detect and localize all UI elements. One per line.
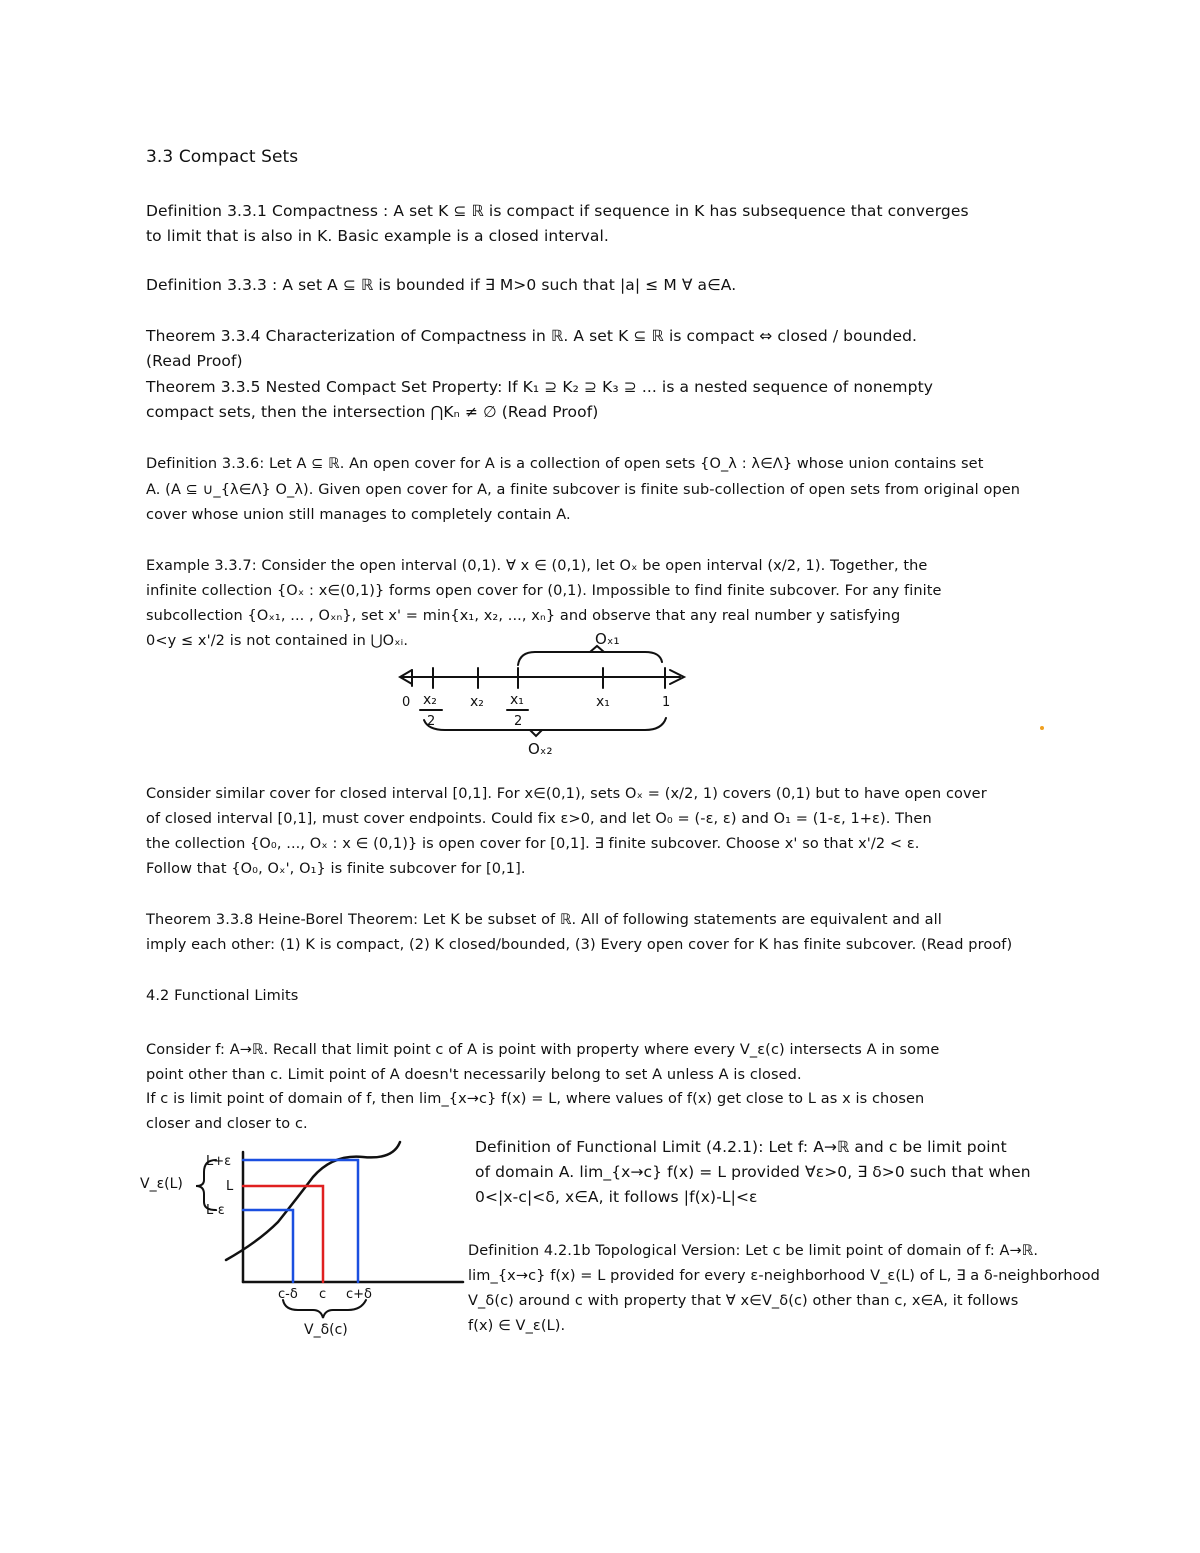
- label-c-minus-delta: c-δ: [278, 1287, 298, 1302]
- example-337-line-4: 0<y ≤ x'/2 is not contained in ⋃Oₓᵢ.: [146, 633, 409, 649]
- closed-interval-line-2: of closed interval [0,1], must cover endpoints. Could fix ε>0, and let O₀ = (-ε, ε) and O₁ = (1-ε, 1+ε). Then: [146, 811, 932, 827]
- definition-421-line-2: of domain A. lim_{x→c} f(x) = L provided ∀ε>0, ∃ δ>0 such that when: [475, 1163, 1031, 1181]
- tick-label-x1-den: 2: [514, 714, 523, 729]
- definition-336-line-2: A. (A ⊆ ∪_{λ∈Λ} O_λ). Given open cover for A, a finite subcover is finite sub-collection of open sets from original open: [146, 482, 1021, 498]
- stray-orange-dot: [1040, 726, 1044, 730]
- intro-line-2: point other than c. Limit point of A doesn't necessarily belong to set A unless A is closed.: [146, 1067, 802, 1083]
- definition-4216-line-4: f(x) ∈ V_ε(L).: [468, 1318, 566, 1334]
- example-337-line-2: infinite collection {Oₓ : x∈(0,1)} forms open cover for (0,1). Impossible to find finite subcover. For any finite: [146, 583, 942, 599]
- tick-label-x1-num: x₁: [510, 692, 524, 708]
- definition-421-line-3: 0<|x-c|<δ, x∈A, it follows |f(x)-L|<ε: [475, 1188, 758, 1206]
- closed-interval-line-4: Follow that {O₀, Oₓ', O₁} is finite subcover for [0,1].: [146, 861, 526, 877]
- label-c-plus-delta: c+δ: [346, 1287, 372, 1302]
- limit-line: [243, 1186, 323, 1282]
- open-cover-number-line-figure: [390, 630, 700, 765]
- bottom-cover-label: Oₓ₂: [528, 740, 553, 758]
- section-heading-functional-limits: 4.2 Functional Limits: [146, 988, 299, 1004]
- tick-label-1: 1: [662, 695, 671, 710]
- definition-4216-line-1: Definition 4.2.1b Topological Version: Let c be limit point of domain of f: A→ℝ.: [468, 1243, 1039, 1259]
- label-L: L: [226, 1179, 234, 1194]
- tick-label-x1: x₁: [596, 694, 610, 710]
- epsilon-delta-graph-figure: [138, 1132, 468, 1347]
- theorem-335-line-1: Theorem 3.3.5 Nested Compact Set Property: If K₁ ⊇ K₂ ⊇ K₃ ⊇ ... is a nested sequence of nonempty: [146, 378, 934, 396]
- theorem-338-line-2: imply each other: (1) K is compact, (2) K closed/bounded, (3) Every open cover for K has finite subcover. (Read proof): [146, 937, 1013, 953]
- definition-4216-line-3: V_δ(c) around c with property that ∀ x∈V_δ(c) other than c, x∈A, it follows: [468, 1293, 1019, 1309]
- theorem-335-line-2: compact sets, then the intersection ⋂Kₙ ≠ ∅ (Read Proof): [146, 403, 599, 421]
- label-c: c: [319, 1287, 327, 1302]
- definition-4216-line-2: lim_{x→c} f(x) = L provided for every ε-neighborhood V_ε(L) of L, ∃ a δ-neighborhood: [468, 1268, 1100, 1284]
- definition-336-line-1: Definition 3.3.6: Let A ⊆ ℝ. An open cover for A is a collection of open sets {O_λ : λ∈Λ} whose union contains set: [146, 456, 984, 472]
- tick-label-0: 0: [402, 695, 411, 710]
- theorem-338-line-1: Theorem 3.3.8 Heine-Borel Theorem: Let K be subset of ℝ. All of following statements are equivalent and all: [146, 912, 942, 928]
- section-heading-compact-sets: 3.3 Compact Sets: [146, 147, 299, 167]
- label-V-delta-c: V_δ(c): [304, 1322, 348, 1338]
- label-L-plus-eps: L+ε: [206, 1154, 232, 1169]
- closed-interval-line-1: Consider similar cover for closed interval [0,1]. For x∈(0,1), sets Oₓ = (x/2, 1) covers (0,1) but to have open cover: [146, 786, 987, 802]
- definition-331-line-1: Definition 3.3.1 Compactness : A set K ⊆ ℝ is compact if sequence in K has subsequence that converges: [146, 202, 969, 220]
- label-V-eps-L: V_ε(L): [140, 1176, 183, 1192]
- example-337-line-3: subcollection {Oₓ₁, ... , Oₓₙ}, set x' = min{x₁, x₂, ..., xₙ} and observe that any real number y satisfying: [146, 608, 901, 624]
- tick-label-x2-den: 2: [427, 714, 436, 729]
- bottom-cover-brace: [424, 718, 666, 730]
- tick-label-x2: x₂: [470, 694, 484, 710]
- intro-line-4: closer and closer to c.: [146, 1116, 308, 1132]
- intro-line-1: Consider f: A→ℝ. Recall that limit point c of A is point with property where every V_ε(c) intersects A in some: [146, 1042, 940, 1058]
- example-337-line-1: Example 3.3.7: Consider the open interval (0,1). ∀ x ∈ (0,1), let Oₓ be open interval (x/2, 1). Together, the: [146, 558, 928, 574]
- top-cover-label: Oₓ₁: [595, 630, 620, 648]
- theorem-334-line-1: Theorem 3.3.4 Characterization of Compactness in ℝ. A set K ⊆ ℝ is compact ⇔ closed / bounded.: [146, 327, 918, 345]
- upper-epsilon-line: [243, 1160, 358, 1282]
- definition-421-line-1: Definition of Functional Limit (4.2.1): Let f: A→ℝ and c be limit point: [475, 1138, 1007, 1156]
- intro-line-3: If c is limit point of domain of f, then lim_{x→c} f(x) = L, where values of f(x) get close to L as x is chosen: [146, 1091, 925, 1107]
- definition-331-line-2: to limit that is also in K. Basic example is a closed interval.: [146, 227, 609, 245]
- closed-interval-line-3: the collection {O₀, ..., Oₓ : x ∈ (0,1)} is open cover for [0,1]. ∃ finite subcover. Choose x' so that x'/2 < ε.: [146, 836, 920, 852]
- definition-336-line-3: cover whose union still manages to completely contain A.: [146, 507, 571, 523]
- delta-brace: [283, 1300, 366, 1318]
- tick-label-x2-num: x₂: [423, 692, 437, 708]
- definition-333: Definition 3.3.3 : A set A ⊆ ℝ is bounded if ∃ M>0 such that |a| ≤ M ∀ a∈A.: [146, 276, 737, 294]
- label-L-minus-eps: L-ε: [206, 1203, 225, 1218]
- theorem-334-line-2: (Read Proof): [146, 352, 243, 370]
- top-cover-brace: [518, 652, 662, 665]
